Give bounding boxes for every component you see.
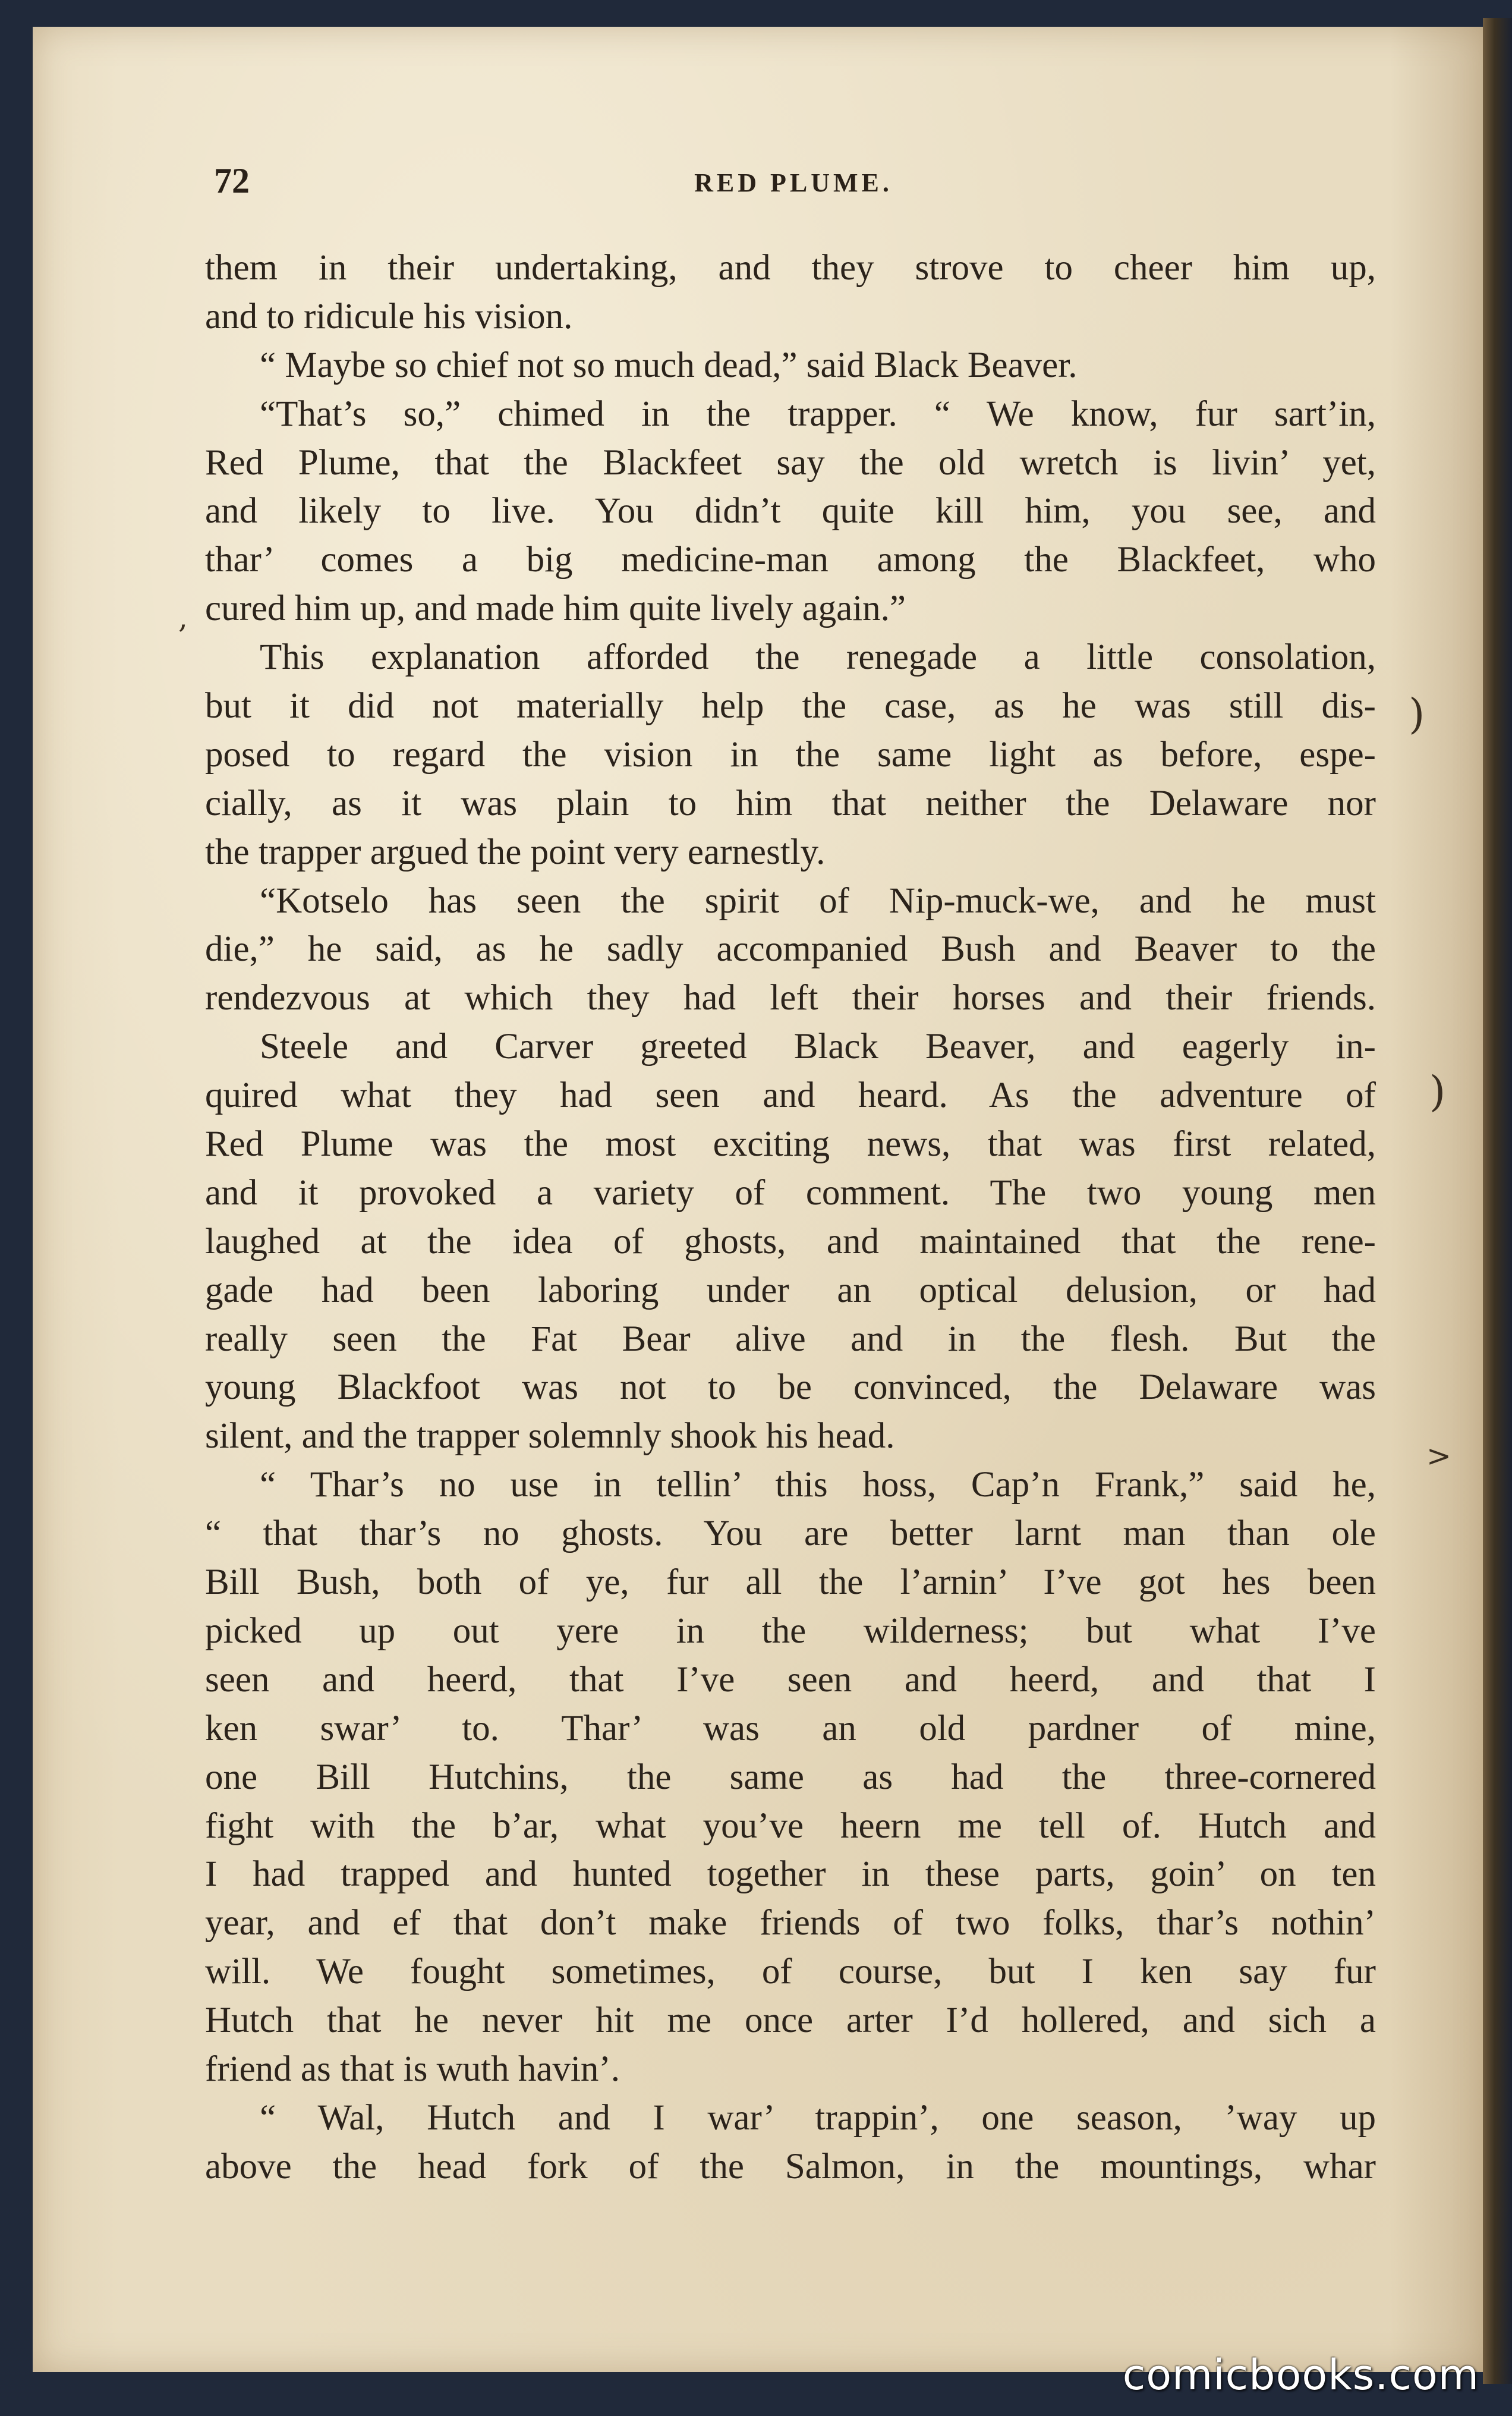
text-line: fight with the b’ar, what you’ve heern me tell of. Hutch and bbox=[205, 1805, 1376, 1846]
text-line: quired what they had seen and heard. As the adventure of bbox=[205, 1075, 1376, 1116]
text-line: seen and heerd, that I’ve seen and heerd, and that I bbox=[205, 1659, 1376, 1700]
text-line: year, and ef that don’t make friends of two folks, thar’s nothin’ bbox=[205, 1903, 1376, 1943]
margin-mark: ) bbox=[1409, 690, 1425, 738]
text-line: “ Wal, Hutch and I war’ trappin’, one season, ’way up bbox=[260, 2097, 1376, 2138]
text-line: posed to regard the vision in the same light as before, espe- bbox=[205, 734, 1376, 775]
text-line: laughed at the idea of ghosts, and maintained that the rene- bbox=[205, 1221, 1376, 1262]
text-line: and it provoked a variety of comment. The two young men bbox=[205, 1172, 1376, 1213]
text-line: “That’s so,” chimed in the trapper. “ We know, fur sart’in, bbox=[260, 394, 1376, 434]
text-line: “ Thar’s no use in tellin’ this hoss, Cap’n Frank,” said he, bbox=[260, 1465, 1376, 1505]
body-text bbox=[205, 244, 1376, 2191]
text-line: cially, as it was plain to him that neither the Delaware nor bbox=[205, 783, 1376, 823]
running-head-title: RED PLUME. bbox=[694, 168, 893, 197]
margin-mark: , bbox=[178, 600, 188, 635]
watermark: comicbooks.com bbox=[1122, 2351, 1479, 2399]
margin-mark: > bbox=[1426, 1439, 1451, 1473]
text-line: This explanation afforded the renegade a little consolation, bbox=[260, 637, 1376, 678]
text-line: but it did not materially help the case, as he was still dis- bbox=[205, 686, 1376, 726]
text-line: ken swar’ to. Thar’ was an old pardner of mine, bbox=[205, 1708, 1376, 1748]
text-line: and to ridicule his vision. bbox=[205, 296, 573, 336]
text-line: gade had been laboring under an optical delusion, or had bbox=[205, 1270, 1376, 1310]
page-header bbox=[214, 161, 1373, 202]
text-line: “Kotselo has seen the spirit of Nip-muck-we, and he must bbox=[260, 880, 1376, 921]
text-line: die,” he said, as he sadly accompanied Bush and Beaver to the bbox=[205, 929, 1376, 970]
text-line: cured him up, and made him quite lively again.” bbox=[205, 589, 906, 629]
text-line: will. We fought sometimes, of course, but I ken say fur bbox=[205, 1952, 1376, 1992]
text-line: Red Plume, that the Blackfeet say the old wretch is livin’ yet, bbox=[205, 442, 1376, 483]
text-line: above the head fork of the Salmon, in the mountings, whar bbox=[205, 2146, 1376, 2187]
text-line: picked up out yere in the wilderness; but what I’ve bbox=[205, 1610, 1376, 1651]
text-line: thar’ comes a big medicine-man among the Blackfeet, who bbox=[205, 540, 1376, 580]
text-line: the trapper argued the point very earnestly. bbox=[205, 832, 826, 872]
text-line: them in their undertaking, and they strove to cheer him up, bbox=[205, 248, 1376, 288]
text-line: silent, and the trapper solemnly shook his head. bbox=[205, 1416, 895, 1456]
page-number: 72 bbox=[214, 161, 250, 200]
text-line: rendezvous at which they had left their horses and their friends. bbox=[205, 978, 1376, 1018]
text-line: I had trapped and hunted together in these parts, goin’ on ten bbox=[205, 1854, 1376, 1895]
text-line: “ Maybe so chief not so much dead,” said Black Beaver. bbox=[260, 345, 1078, 385]
text-line: one Bill Hutchins, the same as had the three-cornered bbox=[205, 1757, 1376, 1797]
text-line: really seen the Fat Bear alive and in the flesh. But the bbox=[205, 1319, 1376, 1359]
margin-mark: ) bbox=[1429, 1067, 1446, 1116]
text-line: friend as that is wuth havin’. bbox=[205, 2049, 620, 2089]
text-line: “ that thar’s no ghosts. You are better larnt man than ole bbox=[205, 1514, 1376, 1554]
book-spine-edge bbox=[1483, 18, 1512, 2384]
text-line: and likely to live. You didn’t quite kill him, you see, and bbox=[205, 491, 1376, 531]
text-line: young Blackfoot was not to be convinced, the Delaware was bbox=[205, 1367, 1376, 1408]
text-line: Steele and Carver greeted Black Beaver, and eagerly in- bbox=[260, 1027, 1376, 1067]
text-line: Hutch that he never hit me once arter I’d hollered, and sich a bbox=[205, 2000, 1376, 2041]
text-line: Red Plume was the most exciting news, that was first related, bbox=[205, 1124, 1376, 1165]
text-line: Bill Bush, both of ye, fur all the l’arnin’ I’ve got hes been bbox=[205, 1562, 1376, 1603]
